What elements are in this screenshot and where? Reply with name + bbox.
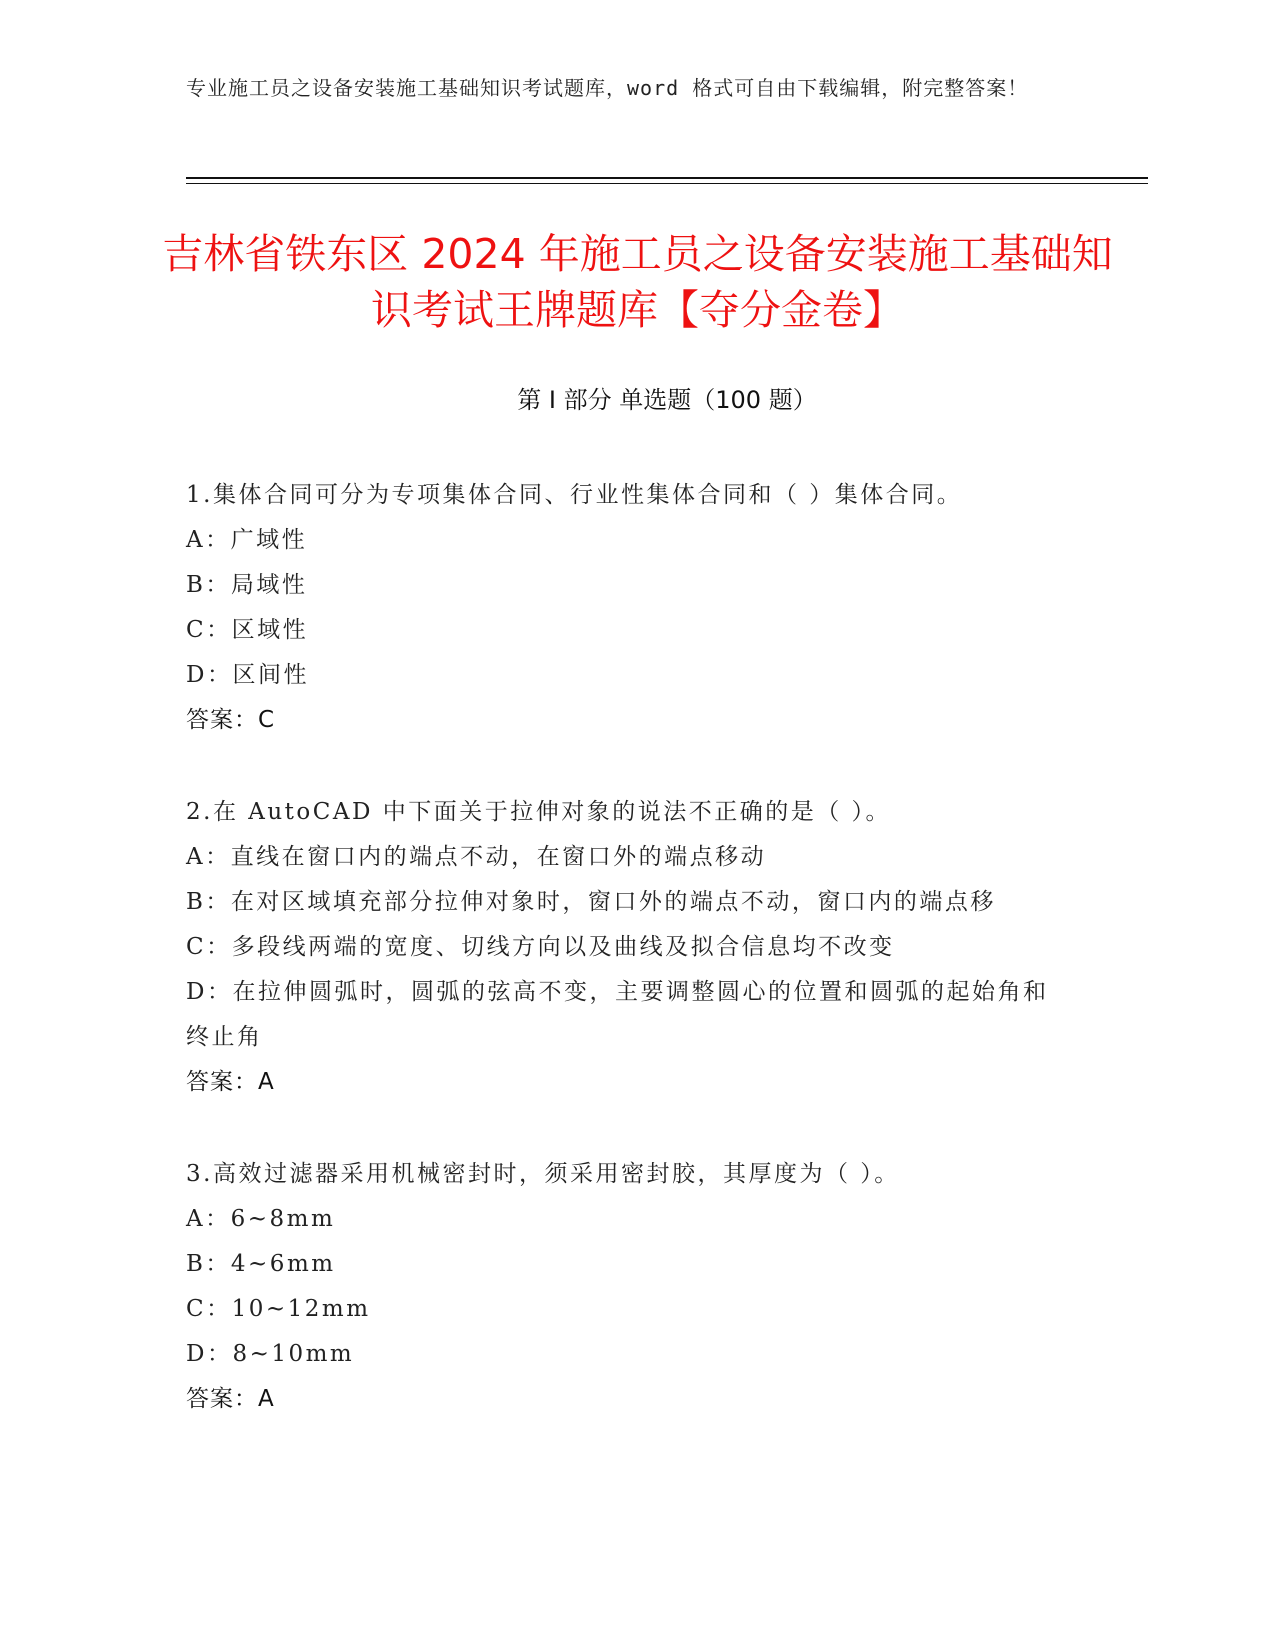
question-3 [186,1152,1066,1422]
question-list [186,473,1066,1422]
option-a: A：6~8mm [186,1206,336,1232]
option-b: B：4~6mm [186,1251,336,1277]
question-stem: 1.集体合同可分为专项集体合同、行业性集体合同和（ ）集体合同。 [186,482,963,508]
option-d: D：在拉伸圆弧时，圆弧的弦高不变，主要调整圆心的位置和圆弧的起始角和终止角 [186,979,1049,1050]
header-note: 专业施工员之设备安装施工基础知识考试题库，word 格式可自由下载编辑，附完整答案！ [186,76,1029,100]
option-b: B：局域性 [186,572,308,598]
question-stem: 2.在 AutoCAD 中下面关于拉伸对象的说法不正确的是（ ）。 [186,799,892,825]
option-a: A：广域性 [186,527,308,553]
question-1 [186,473,1066,743]
question-stem: 3.高效过滤器采用机械密封时，须采用密封胶，其厚度为（ ）。 [186,1161,900,1187]
option-a: A：直线在窗口内的端点不动，在窗口外的端点移动 [186,844,767,870]
option-b: B：在对区域填充部分拉伸对象时，窗口外的端点不动，窗口内的端点移 [186,889,996,915]
header-divider-thick [186,177,1148,179]
option-d: D：8~10mm [186,1341,355,1367]
question-2 [186,790,1066,1105]
document-title: 吉林省铁东区 2024 年施工员之设备安装施工基础知识考试王牌题库【夺分金卷】 [162,230,1113,334]
option-c: C：多段线两端的宽度、切线方向以及曲线及拟合信息均不改变 [186,934,895,960]
section-title: 第 I 部分 单选题（100 题） [517,386,817,414]
option-c: C：10~12mm [186,1296,371,1322]
header-divider-thin [186,183,1148,184]
option-d: D：区间性 [186,662,309,688]
answer: 答案：A [186,1069,275,1095]
option-c: C：区域性 [186,617,309,643]
answer: 答案：A [186,1386,275,1412]
answer: 答案：C [186,707,276,733]
